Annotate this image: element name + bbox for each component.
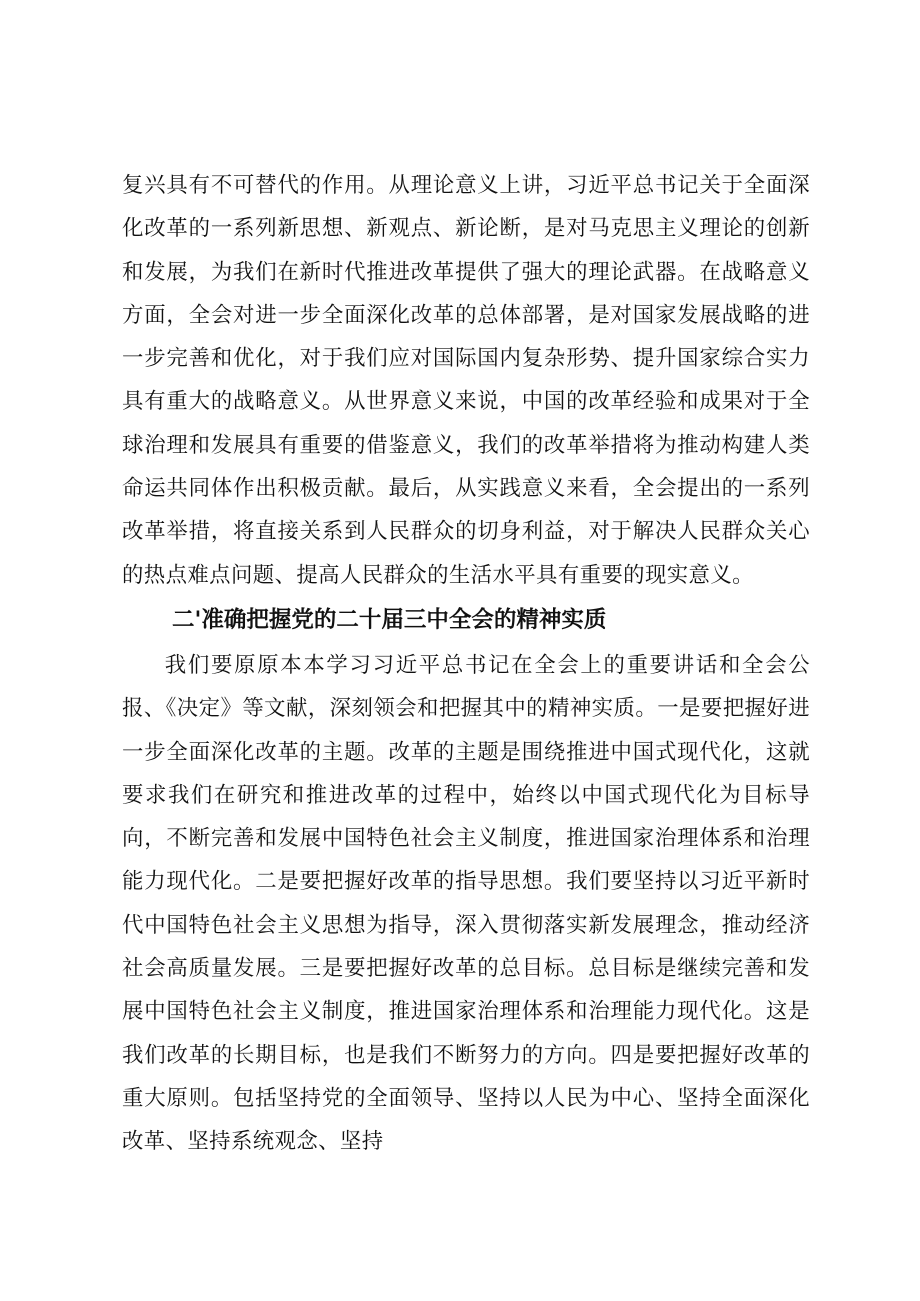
document-body: [122, 164, 810, 1164]
body-paragraph-continued: 复兴具有不可替代的作用。从理论意义上讲，习近平总书记关于全面深化改革的一系列新思想、新观点、新论断，是对马克思主义理论的创新和发展，为我们在新时代推进改革提供了强大的理论武器。在战略意义方面，全会对进一步全面深化改革的总体部署，是对国家发展战略的进一步完善和优化，对于我们应对国际国内复杂形势、提升国家综合实力具有重大的战略意义。从世界意义来说，中国的改革经验和成果对于全球治理和发展具有重要的借鉴意义，我们的改革举措将为推动构建人类命运共同体作出积极贡献。最后，从实践意义来看，全会提出的一系列改革举措，将直接关系到人民群众的切身利益，对于解决人民群众关心的热点难点问题、提高人民群众的生活水平具有重要的现实意义。: [122, 173, 810, 588]
section-heading: 二'准确把握党的二十届三中全会的精神实质: [172, 606, 607, 633]
body-paragraph: 我们要原原本本学习习近平总书记在全会上的重要讲话和全会公报、《决定》等文献，深刻领会和把握其中的精神实质。一是要把握好进一步全面深化改革的主题。改革的主题是围绕推进中国式现代化，这就要求我们在研究和推进改革的过程中，始终以中国式现代化为目标导向，不断完善和发展中国特色社会主义制度，推进国家治理体系和治理能力现代化。二是要把握好改革的指导思想。我们要坚持以习近平新时代中国特色社会主义思想为指导，深入贯彻落实新发展理念，推动经济社会高质量发展。三是要把握好改革的总目标。总目标是继续完善和发展中国特色社会主义制度，推进国家治理体系和治理能力现代化。这是我们改革的长期目标，也是我们不断努力的方向。四是要把握好改革的重大原则。包括坚持党的全面领导、坚持以人民为中心、坚持全面深化改革、坚持系统观念、坚持: [122, 652, 810, 1155]
